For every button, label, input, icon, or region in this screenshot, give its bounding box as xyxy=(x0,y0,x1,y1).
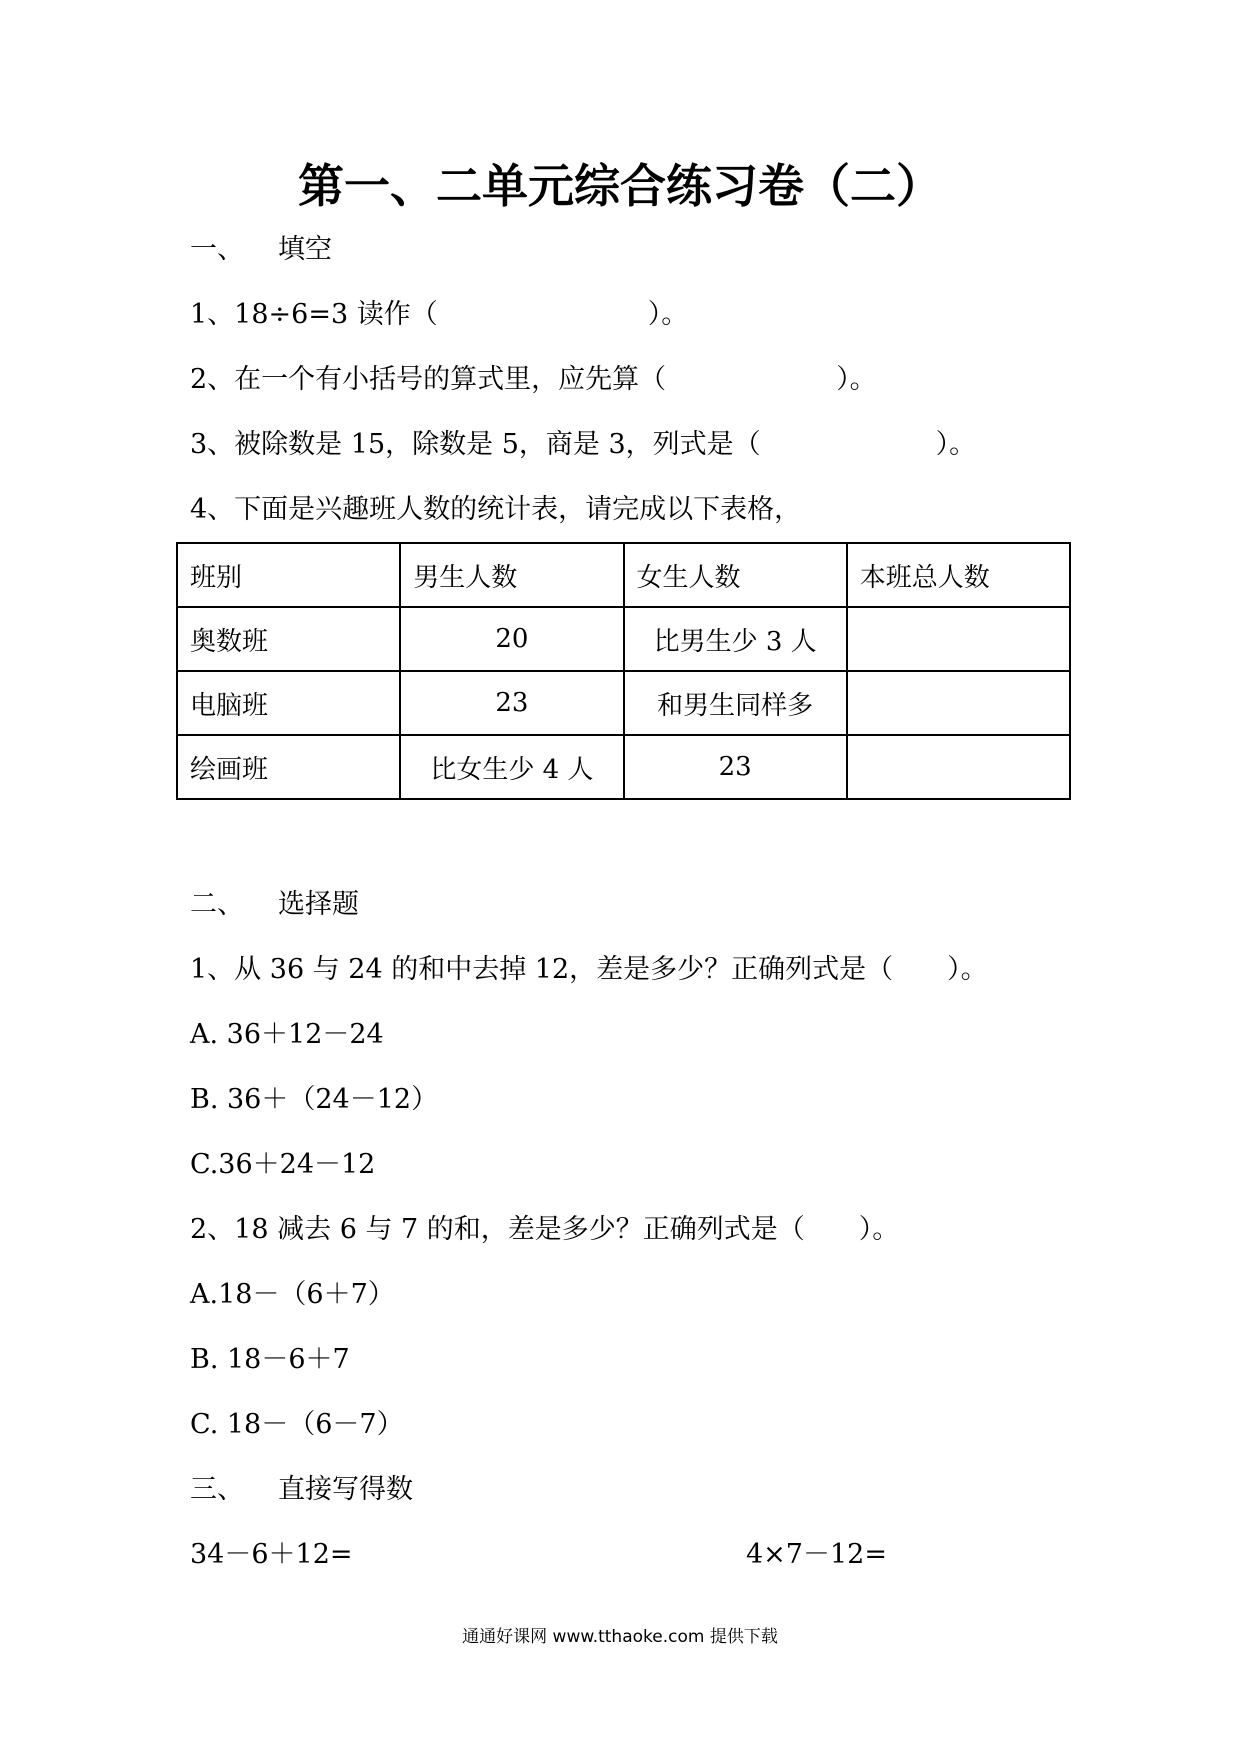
table-cell: 绘画班 xyxy=(177,735,400,799)
table-answer-cell[interactable] xyxy=(847,671,1070,735)
question-text: 3、被除数是 15，除数是 5，商是 3，列式是（ xyxy=(190,429,761,460)
option-a[interactable]: A. 36＋12－24 xyxy=(190,1019,384,1050)
table-row xyxy=(177,671,1070,735)
question-1-3 xyxy=(190,425,976,465)
question-text: 2、在一个有小括号的算式里，应先算（ xyxy=(190,364,667,395)
table-cell: 电脑班 xyxy=(177,671,400,735)
page-title: 第一、二单元综合练习卷（二） xyxy=(298,159,942,213)
question-suffix: ）。 xyxy=(836,364,877,395)
math-item: 34－6＋12= xyxy=(190,1539,353,1570)
table-header-row xyxy=(177,543,1070,607)
table-header-cell: 本班总人数 xyxy=(847,543,1070,607)
question-1-1 xyxy=(190,295,688,335)
table-cell: 23 xyxy=(400,671,623,735)
question-1-2 xyxy=(190,360,877,400)
section-label: 填空 xyxy=(278,234,332,265)
section-number: 二、 xyxy=(190,889,244,920)
table-cell: 比男生少 3 人 xyxy=(624,607,847,671)
question-2-2: 2、18 减去 6 与 7 的和，差是多少？正确列式是（ ）。 xyxy=(190,1214,900,1245)
table-header-cell: 男生人数 xyxy=(400,543,623,607)
section-number: 一、 xyxy=(190,234,244,265)
question-suffix: ）。 xyxy=(647,299,689,330)
section-number: 三、 xyxy=(190,1474,244,1505)
question-1-4: 4、下面是兴趣班人数的统计表，请完成以下表格， xyxy=(190,494,802,525)
section-label: 直接写得数 xyxy=(278,1474,413,1505)
question-text: 1、18÷6=3 读作（ xyxy=(190,299,438,330)
section-heading-mental-math xyxy=(190,1470,413,1510)
table-cell: 比女生少 4 人 xyxy=(400,735,623,799)
table-cell: 23 xyxy=(624,735,847,799)
question-2-1: 1、从 36 与 24 的和中去掉 12，差是多少？正确列式是（ ）。 xyxy=(190,954,988,985)
section-heading-fill-blank xyxy=(190,230,332,270)
table-row xyxy=(177,607,1070,671)
footer: 通通好课网 www.tthaoke.com 提供下载 xyxy=(462,1627,778,1647)
math-item: 4×7－12= xyxy=(746,1539,887,1570)
section-heading-multiple-choice xyxy=(190,885,359,925)
table-cell: 和男生同样多 xyxy=(624,671,847,735)
option-b[interactable]: B. 18－6＋7 xyxy=(190,1344,350,1375)
table-header-cell: 班别 xyxy=(177,543,400,607)
option-c[interactable]: C. 18－（6－7） xyxy=(190,1409,404,1440)
section-label: 选择题 xyxy=(278,889,359,920)
question-suffix: ）。 xyxy=(935,429,977,460)
table-cell: 20 xyxy=(400,607,623,671)
option-c[interactable]: C.36＋24－12 xyxy=(190,1149,376,1180)
table-answer-cell[interactable] xyxy=(847,735,1070,799)
option-b[interactable]: B. 36＋（24－12） xyxy=(190,1084,439,1115)
table-row xyxy=(177,735,1070,799)
interest-class-table xyxy=(176,542,1071,800)
mental-math-row xyxy=(190,1535,1090,1575)
option-a[interactable]: A.18－（6＋7） xyxy=(190,1279,395,1310)
table-cell: 奥数班 xyxy=(177,607,400,671)
table-answer-cell[interactable] xyxy=(847,607,1070,671)
table-header-cell: 女生人数 xyxy=(624,543,847,607)
